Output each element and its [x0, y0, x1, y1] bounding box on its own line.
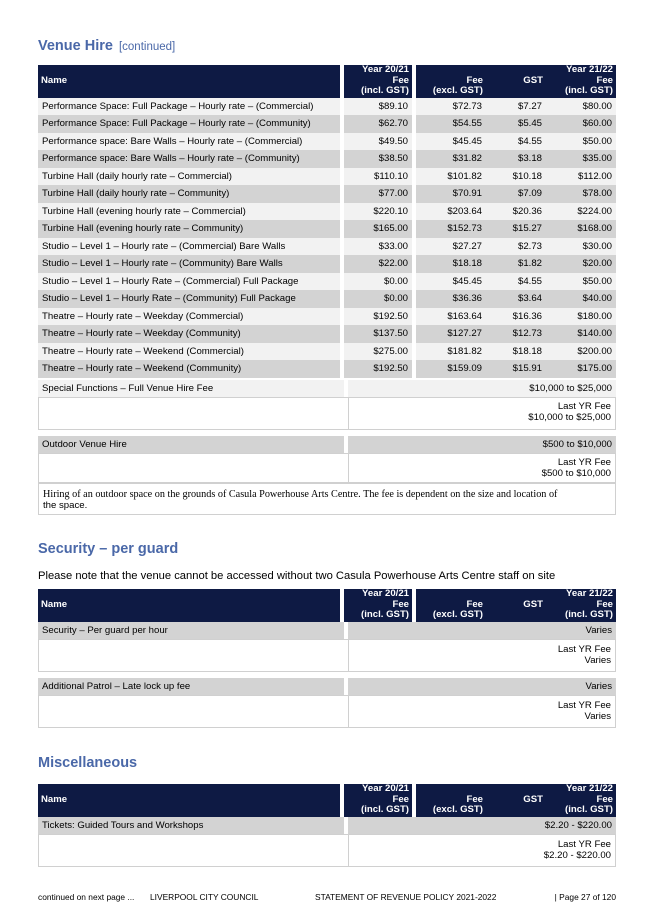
- header-name: Name: [38, 589, 344, 622]
- row-gst: $5.45: [486, 115, 546, 133]
- header-fee-excl: Fee: [416, 795, 486, 806]
- misc-table-header: [38, 784, 616, 817]
- row-fee-2021: $192.50: [344, 308, 416, 326]
- table-row: [38, 360, 616, 378]
- header-incl-gst-2: (incl. GST): [546, 610, 616, 622]
- row-fee-2021: $89.10: [344, 98, 416, 116]
- header-fee-incl: Fee: [344, 795, 416, 806]
- row-fee-2021: $22.00: [344, 255, 416, 273]
- row-fee-2122: $30.00: [546, 238, 616, 256]
- row-name: Turbine Hall (evening hourly rate – Community): [38, 220, 344, 238]
- row-fee-2021: $62.70: [344, 115, 416, 133]
- row-gst: $1.82: [486, 255, 546, 273]
- last-yr-value: $2.20 - $220.00: [543, 850, 611, 861]
- row-gst: $4.55: [486, 273, 546, 291]
- row-gst: $7.09: [486, 185, 546, 203]
- row-fee-excl: $152.73: [416, 220, 486, 238]
- security-table-header: [38, 589, 616, 622]
- row-fee-2122: $168.00: [546, 220, 616, 238]
- row-fee-2122: $50.00: [546, 133, 616, 151]
- row-gst: $2.73: [486, 238, 546, 256]
- last-yr-value: $10,000 to $25,000: [528, 412, 611, 423]
- row-fee-2122: $40.00: [546, 290, 616, 308]
- row-gst: $16.36: [486, 308, 546, 326]
- row-fee-excl: $181.82: [416, 343, 486, 361]
- row-fee-2021: $192.50: [344, 360, 416, 378]
- row-fee-excl: $72.73: [416, 98, 486, 116]
- row-fee-excl: $203.64: [416, 203, 486, 221]
- header-year2: Year 21/22: [546, 784, 616, 795]
- row-fee-excl: $127.27: [416, 325, 486, 343]
- header-fee-incl-2: Fee: [546, 600, 616, 611]
- header-fee-incl-2: Fee: [546, 76, 616, 87]
- security-note: Please note that the venue cannot be accessed without two Casula Powerhouse Arts Centre staff on site: [38, 570, 556, 582]
- row-fee-2122: $80.00: [546, 98, 616, 116]
- table-row: [38, 185, 616, 203]
- additional-patrol-last-year: [38, 695, 616, 728]
- last-yr-value: Varies: [584, 655, 611, 666]
- last-yr-label: Last YR Fee: [557, 457, 611, 468]
- row-name: Studio – Level 1 – Hourly Rate – (Community) Full Package: [38, 290, 344, 308]
- table-row: [38, 343, 616, 361]
- row-fee-2021: $49.50: [344, 133, 416, 151]
- row-name: Performance Space: Full Package – Hourly rate – (Commercial): [38, 98, 344, 116]
- row-gst: $15.91: [486, 360, 546, 378]
- header-name: Name: [38, 784, 344, 817]
- row-fee-2122: $112.00: [546, 168, 616, 186]
- row-fee-excl: $36.36: [416, 290, 486, 308]
- header-year1: Year 20/21: [344, 589, 416, 600]
- last-yr-label: Last YR Fee: [557, 401, 611, 412]
- row-fee-excl: $159.09: [416, 360, 486, 378]
- header-incl-gst: (incl. GST): [344, 86, 416, 98]
- row-gst: $7.27: [486, 98, 546, 116]
- table-header-row: [38, 65, 616, 76]
- row-gst: $3.18: [486, 150, 546, 168]
- row-fee-2122: $224.00: [546, 203, 616, 221]
- row-fee-2021: $165.00: [344, 220, 416, 238]
- table-row: [38, 168, 616, 186]
- last-yr-label: Last YR Fee: [557, 700, 611, 711]
- row-fee-excl: $101.82: [416, 168, 486, 186]
- row-fee-excl: $45.45: [416, 133, 486, 151]
- header-gst: GST: [486, 600, 546, 611]
- header-year2: Year 21/22: [546, 65, 616, 76]
- row-fee-2122: $50.00: [546, 273, 616, 291]
- last-yr-label: Last YR Fee: [557, 644, 611, 655]
- row-fee-excl: $163.64: [416, 308, 486, 326]
- row-fee-excl: $31.82: [416, 150, 486, 168]
- table-row: [38, 203, 616, 221]
- row-name: Turbine Hall (evening hourly rate – Commercial): [38, 203, 344, 221]
- header-incl-gst: (incl. GST): [344, 610, 416, 622]
- row-name: Performance Space: Full Package – Hourly rate – (Community): [38, 115, 344, 133]
- header-fee-excl: Fee: [416, 76, 486, 87]
- row-fee-excl: $70.91: [416, 185, 486, 203]
- additional-patrol-label: Additional Patrol – Late lock up fee: [38, 678, 344, 695]
- row-fee-2122: $180.00: [546, 308, 616, 326]
- header-year1: Year 20/21: [344, 784, 416, 795]
- special-functions-value: $10,000 to $25,000: [348, 380, 616, 397]
- row-fee-2122: $35.00: [546, 150, 616, 168]
- tickets-value: $2.20 - $220.00: [348, 817, 616, 834]
- header-fee-incl: Fee: [344, 76, 416, 87]
- table-row: [38, 273, 616, 291]
- row-name: Turbine Hall (daily hourly rate – Commercial): [38, 168, 344, 186]
- venue-hire-title: Venue Hire: [38, 38, 113, 54]
- miscellaneous-heading: Miscellaneous: [38, 755, 138, 771]
- table-row: [38, 220, 616, 238]
- row-name: Studio – Level 1 – Hourly rate – (Community) Bare Walls: [38, 255, 344, 273]
- row-fee-2021: $33.00: [344, 238, 416, 256]
- table-row: [38, 255, 616, 273]
- row-fee-2021: $275.00: [344, 343, 416, 361]
- row-fee-excl: $27.27: [416, 238, 486, 256]
- table-row: [38, 238, 616, 256]
- row-fee-2021: $0.00: [344, 273, 416, 291]
- outdoor-venue-label: Outdoor Venue Hire: [38, 436, 344, 453]
- table-row: [38, 290, 616, 308]
- row-name: Theatre – Hourly rate – Weekend (Community): [38, 360, 344, 378]
- header-incl-gst: (incl. GST): [344, 805, 416, 817]
- header-fee-incl: Fee: [344, 600, 416, 611]
- row-name: Studio – Level 1 – Hourly Rate – (Commercial) Full Package: [38, 273, 344, 291]
- header-excl-gst: (excl. GST): [416, 805, 486, 817]
- footer-statement: STATEMENT OF REVENUE POLICY 2021-2022: [315, 892, 497, 902]
- row-name: Performance space: Bare Walls – Hourly rate – (Commercial): [38, 133, 344, 151]
- row-fee-2021: $137.50: [344, 325, 416, 343]
- row-fee-2021: $77.00: [344, 185, 416, 203]
- row-fee-2122: $78.00: [546, 185, 616, 203]
- header-gst: GST: [486, 76, 546, 87]
- tickets-last-year: [38, 834, 616, 867]
- row-name: Theatre – Hourly rate – Weekday (Commercial): [38, 308, 344, 326]
- table-row: [38, 325, 616, 343]
- footer-council: LIVERPOOL CITY COUNCIL: [150, 892, 259, 902]
- header-year1: Year 20/21: [344, 65, 416, 76]
- row-gst: $20.36: [486, 203, 546, 221]
- last-yr-value: $500 to $10,000: [541, 468, 611, 479]
- security-heading: Security – per guard: [38, 541, 179, 557]
- row-name: Turbine Hall (daily hourly rate – Community): [38, 185, 344, 203]
- row-gst: $3.64: [486, 290, 546, 308]
- table-row: [38, 98, 616, 116]
- row-gst: $15.27: [486, 220, 546, 238]
- header-year2: Year 21/22: [546, 589, 616, 600]
- table-row: [38, 115, 616, 133]
- row-fee-2122: $200.00: [546, 343, 616, 361]
- outdoor-venue-value: $500 to $10,000: [348, 436, 616, 453]
- venue-hire-table: [38, 65, 616, 378]
- row-fee-2021: $110.10: [344, 168, 416, 186]
- security-guard-label: Security – Per guard per hour: [38, 622, 344, 639]
- row-fee-excl: $54.55: [416, 115, 486, 133]
- row-gst: $18.18: [486, 343, 546, 361]
- row-fee-2122: $60.00: [546, 115, 616, 133]
- tickets-label: Tickets: Guided Tours and Workshops: [38, 817, 344, 834]
- row-name: Studio – Level 1 – Hourly rate – (Commercial) Bare Walls: [38, 238, 344, 256]
- row-fee-excl: $45.45: [416, 273, 486, 291]
- header-fee-incl-2: Fee: [546, 795, 616, 806]
- table-row: [38, 150, 616, 168]
- header-excl-gst: (excl. GST): [416, 86, 486, 98]
- row-fee-2021: $220.10: [344, 203, 416, 221]
- last-yr-label: Last YR Fee: [557, 839, 611, 850]
- table-row: [38, 308, 616, 326]
- row-fee-excl: $18.18: [416, 255, 486, 273]
- header-incl-gst-2: (incl. GST): [546, 805, 616, 817]
- security-guard-last-year: [38, 639, 616, 672]
- outdoor-venue-last-year: [38, 453, 616, 483]
- row-fee-2021: $0.00: [344, 290, 416, 308]
- header-incl-gst-2: (incl. GST): [546, 86, 616, 98]
- row-gst: $12.73: [486, 325, 546, 343]
- special-functions-last-year: [38, 397, 616, 430]
- last-yr-value: Varies: [584, 711, 611, 722]
- outdoor-desc-line1: Hiring of an outdoor space on the grounds of Casula Powerhouse Arts Centre. The fee is dependent on the size and location of: [43, 489, 558, 500]
- header-fee-excl: Fee: [416, 600, 486, 611]
- row-gst: $4.55: [486, 133, 546, 151]
- row-fee-2122: $140.00: [546, 325, 616, 343]
- special-functions-label: Special Functions – Full Venue Hire Fee: [38, 380, 344, 397]
- outdoor-desc-line2: the space.: [43, 500, 88, 511]
- row-gst: $10.18: [486, 168, 546, 186]
- row-name: Theatre – Hourly rate – Weekend (Commercial): [38, 343, 344, 361]
- row-name: Performance space: Bare Walls – Hourly rate – (Community): [38, 150, 344, 168]
- venue-hire-heading: [38, 38, 175, 54]
- additional-patrol-value: Varies: [348, 678, 616, 695]
- header-excl-gst: (excl. GST): [416, 610, 486, 622]
- footer-page-number: | Page 27 of 120: [554, 892, 616, 902]
- header-name: Name: [38, 65, 344, 98]
- venue-hire-subtitle: [continued]: [118, 41, 176, 53]
- row-fee-2122: $20.00: [546, 255, 616, 273]
- row-name: Theatre – Hourly rate – Weekday (Community): [38, 325, 344, 343]
- row-fee-2122: $175.00: [546, 360, 616, 378]
- row-fee-2021: $38.50: [344, 150, 416, 168]
- outdoor-venue-description: [38, 483, 616, 515]
- table-row: [38, 133, 616, 151]
- footer-continued: continued on next page ...: [38, 892, 135, 902]
- header-gst: GST: [486, 795, 546, 806]
- security-guard-value: Varies: [348, 622, 616, 639]
